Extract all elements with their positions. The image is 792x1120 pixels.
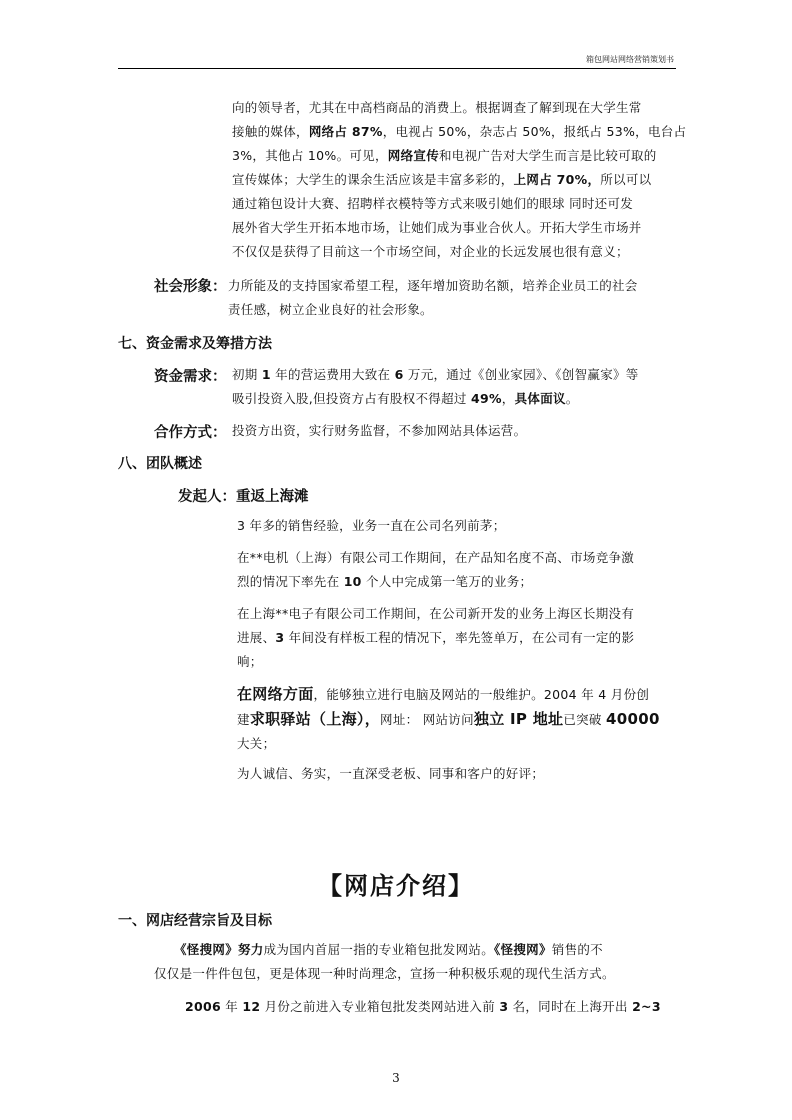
header-rule	[118, 68, 676, 69]
cooperation-label: 合作方式：	[154, 425, 227, 441]
text-line: 3%，其他占 10%。可见，网络宣传和电视广告对大学生而言是比较可取的	[232, 148, 657, 163]
section-7-heading: 七、资金需求及筹措方法	[118, 336, 272, 352]
text-line: 展外省大学生开拓本地市场，让她们成为事业合伙人。开拓大学生市场并	[232, 220, 642, 235]
section-8-heading: 八、团队概述	[118, 456, 202, 472]
founder-name: 重返上海滩	[236, 489, 309, 505]
intro-paragraph	[232, 96, 686, 264]
bio-p2: 在**电机（上海）有限公司工作期间，在产品知名度不高、市场竞争激 烈的情况下率先在 10 个人中完成第一笔万的业务；	[237, 550, 635, 589]
shop-paragraph-2: 2006 年 12 月份之前进入专业箱包批发类网站进入前 3 名，同时在上海开出 2~3	[185, 999, 661, 1014]
shop-intro-title: 【网店介绍】	[318, 872, 474, 900]
founder-line	[178, 485, 309, 506]
text-line: 通过箱包设计大赛、招聘样衣模特等方式来吸引她们的眼球 同时还可发	[232, 196, 634, 211]
social-image-text: 力所能及的支持国家希望工程，逐年增加资助名额，培养企业员工的社会 责任感，树立企业良好的社会形象。	[228, 278, 638, 317]
shop-paragraph-1: 《怪搜网》努力成为国内首屈一指的专业箱包批发网站。《怪搜网》销售的不 仅仅是一件件包包，更是体现一种时尚理念，宣扬一种积极乐观的现代生活方式。	[154, 942, 615, 981]
social-image-label: 社会形象：	[154, 279, 227, 295]
funding-text: 初期 1 年的营运费用大致在 6 万元，通过《创业家园》、《创智赢家》等 吸引投资入股,但投资方占有股权不得超过 49%，具体面议。	[232, 367, 639, 406]
shop-section-1-heading: 一、网店经营宗旨及目标	[118, 913, 272, 929]
founder-label: 发起人：	[178, 489, 236, 505]
cooperation-text: 投资方出资，实行财务监督，不参加网站具体运营。	[232, 423, 527, 438]
bio-p4: 在网络方面，能够独立进行电脑及网站的一般维护。2004 年 4 月份创 建求职驿站（上海），网址： 网站访问独立 IP 地址已突破 40000 大关；	[237, 685, 660, 751]
text-line: 接触的媒体，网络占 87%，电视占 50%，杂志占 50%，报纸占 53%，电台占	[232, 124, 687, 139]
funding-label: 资金需求：	[154, 369, 227, 385]
bio-p1: 3 年多的销售经验，业务一直在公司名列前茅；	[237, 518, 506, 533]
bio-p5: 为人诚信、务实，一直深受老板、同事和客户的好评；	[237, 766, 545, 781]
page-number: 3	[392, 1071, 400, 1085]
text-line: 向的领导者，尤其在中高档商品的消费上。根据调查了解到现在大学生常	[232, 100, 642, 115]
text-line: 宣传媒体；大学生的课余生活应该是丰富多彩的，上网占 70%，所以可以	[232, 172, 652, 187]
text-line: 不仅仅是获得了目前这一个市场空间，对企业的长远发展也很有意义；	[232, 244, 629, 259]
bio-p3: 在上海**电子有限公司工作期间，在公司新开发的业务上海区长期没有 进展、3 年间没有样板工程的情况下，率先签单万，在公司有一定的影 响；	[237, 606, 635, 669]
running-header: 箱包网站网络营销策划书	[586, 55, 674, 64]
